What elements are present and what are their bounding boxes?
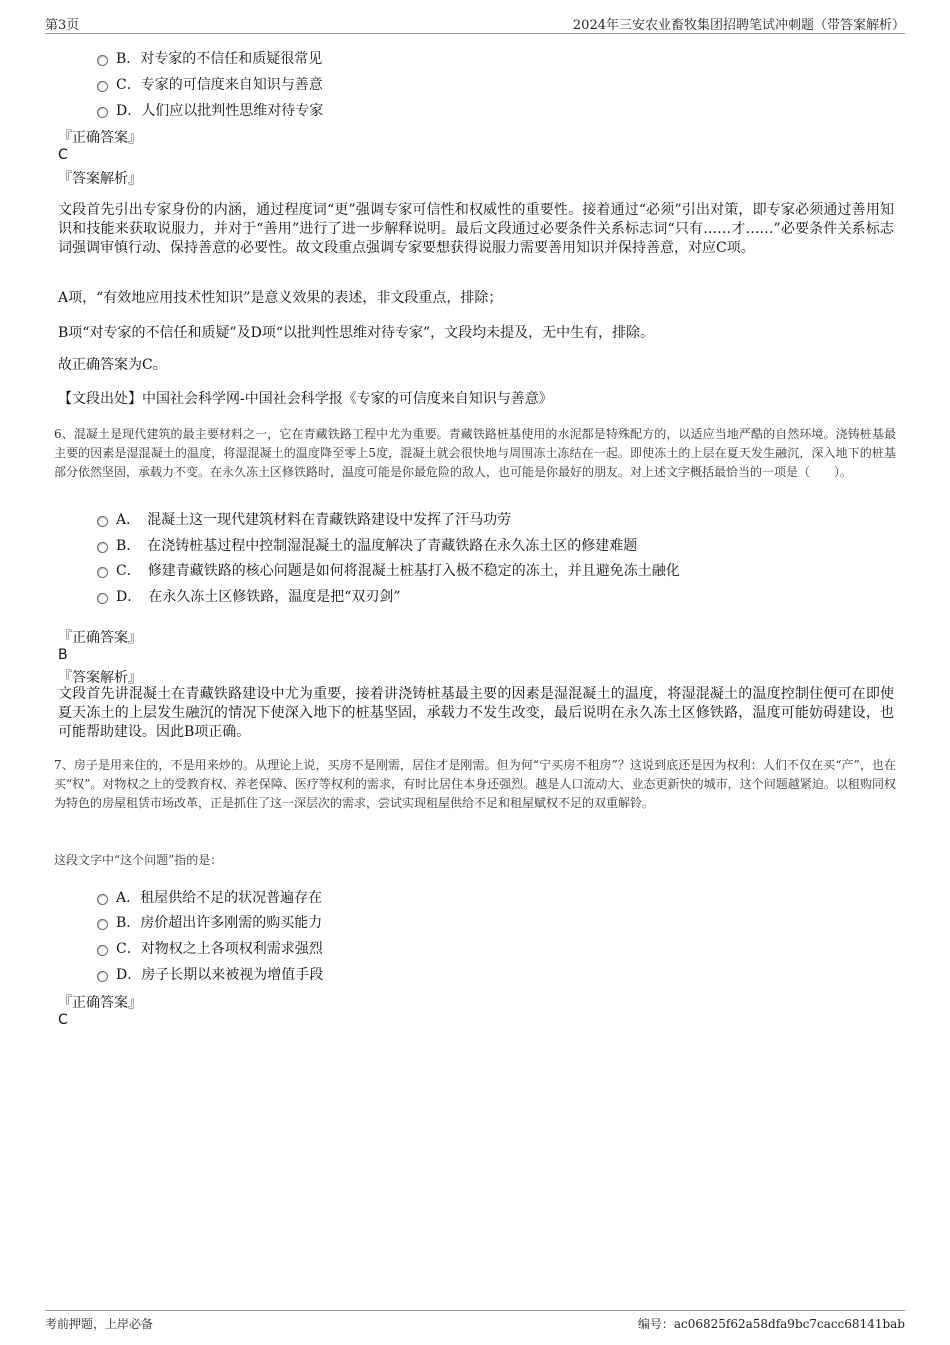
q7-answer: C: [58, 1012, 68, 1028]
q5-answer-label: 『正确答案』: [58, 130, 142, 146]
document-id: 编号：ac06825f62a58dfa9bc7cacc68141bab: [637, 1317, 905, 1331]
q5-option-d[interactable]: D．人们应以批判性思维对待专家: [97, 100, 323, 120]
q5-answer: C: [58, 147, 68, 163]
radio-icon: [97, 894, 108, 905]
q6-answer-label: 『正确答案』: [58, 630, 142, 646]
q7-option-b[interactable]: B．房价超出许多刚需的购买能力: [97, 912, 322, 932]
q5-source: 【文段出处】中国社会科学网-中国社会科学报《专家的可信度来自知识与善意》: [58, 391, 553, 407]
footer-slogan: 考前押题，上岸必备: [45, 1317, 154, 1331]
q6-option-a[interactable]: A． 混凝土这一现代建筑材料在青藏铁路建设中发挥了汗马功劳: [97, 509, 511, 529]
radio-icon: [97, 516, 108, 527]
radio-icon: [97, 971, 108, 982]
q7-option-c[interactable]: C．对物权之上各项权利需求强烈: [97, 938, 323, 958]
q5-note-bd: B项“对专家的不信任和质疑”及D项“以批判性思维对待专家”，文段均未提及，无中生有，排除。: [58, 325, 655, 341]
q5-analysis: 文段首先引出专家身份的内涵，通过程度词“更”强调专家可信性和权威性的重要性。接着通过“必须”引出对策，即专家必须通过善用知识和技能来获取说服力，并对于“善用”进行了进一步解释说明。最后文段通过必要条件关系标志词“只有……才……”必要条件关系标志词强调审慎行动、保持善意的必要性。故文段重点强调专家要想获得说服力需要善用知识并保持善意，对应C项。: [58, 202, 894, 256]
footer-divider: [45, 1310, 905, 1311]
radio-icon: [97, 567, 108, 578]
page-number: 第3页: [45, 18, 80, 33]
q5-note-a: A项，“有效地应用技术性知识”是意义效果的表述，非文段重点，排除；: [58, 290, 503, 306]
radio-icon: [97, 593, 108, 604]
radio-icon: [97, 81, 108, 92]
header-divider: [45, 33, 905, 34]
q5-option-c[interactable]: C．专家的可信度来自知识与善意: [97, 74, 323, 94]
q6-answer: B: [58, 647, 68, 663]
radio-icon: [97, 107, 108, 118]
q6-option-d[interactable]: D． 在永久冻土区修铁路，温度是把“双刃剑”: [97, 586, 401, 606]
radio-icon: [97, 945, 108, 956]
q7-option-a[interactable]: A．租屋供给不足的状况普遍存在: [97, 887, 322, 907]
q7-stem: 7、房子是用来住的，不是用来炒的。从理论上说，买房不是刚需，居住才是刚需。但为何“宁买房不租房”？这说到底还是因为权利：人们不仅在买“产”，也在买“权”。对物权之上的受教育权、养老保障、医疗等权利的需求，有时比居住本身还强烈。越是人口流动大、业态更新快的城市，这个问题越紧迫。以租购同权为特色的房屋租赁市场改革，正是抓住了这一深层次的需求，尝试实现租屋供给不足和租屋赋权不足的双重解铃。: [54, 758, 896, 810]
q6-stem: 6、混凝土是现代建筑的最主要材料之一，它在青藏铁路工程中尤为重要。青藏铁路桩基使用的水泥都是特殊配方的，以适应当地严酷的自然环境。浇铸桩基最主要的因素是湿混凝土的温度，将湿混凝土的温度降至零上5度，混凝土就会很快地与周围冻土冻结在一起。即使冻土的上层在夏天发生融沉，深入地下的桩基部分依然坚固，承载力不变。在永久冻土区修铁路时，温度可能是你最危险的敌人，也可能是你最好的朋友。对上述文字概括最恰当的一项是（ ）。: [54, 427, 896, 479]
q6-analysis: 文段首先讲混凝土在青藏铁路建设中尤为重要，接着讲浇铸桩基最主要的因素是湿混凝土的温度，将湿混凝土的温度控制住便可在即使夏天冻土的上层发生融沉的情况下使深入地下的桩基坚固，承载力不发生改变，最后说明在永久冻土区修铁路，温度可能妨碍建设，也可能帮助建设。因此B项正确。: [58, 686, 894, 740]
q5-conclusion: 故正确答案为C。: [58, 357, 167, 373]
q5-analysis-label: 『答案解析』: [58, 171, 142, 187]
document-title: 2024年三安农业畜牧集团招聘笔试冲刺题（带答案解析）: [572, 18, 905, 33]
q5-option-b[interactable]: B．对专家的不信任和质疑很常见: [97, 48, 322, 68]
q6-option-b[interactable]: B． 在浇铸桩基过程中控制湿混凝土的温度解决了青藏铁路在永久冻土区的修建难题: [97, 535, 637, 555]
q7-answer-label: 『正确答案』: [58, 995, 142, 1011]
q6-analysis-label: 『答案解析』: [58, 670, 142, 686]
q7-option-d[interactable]: D．房子长期以来被视为增值手段: [97, 964, 323, 984]
radio-icon: [97, 55, 108, 66]
q6-option-c[interactable]: C． 修建青藏铁路的核心问题是如何将混凝土桩基打入极不稳定的冻土，并且避免冻土融化: [97, 560, 680, 580]
radio-icon: [97, 919, 108, 930]
q7-question: 这段文字中“这个问题”指的是：: [54, 853, 223, 867]
radio-icon: [97, 542, 108, 553]
